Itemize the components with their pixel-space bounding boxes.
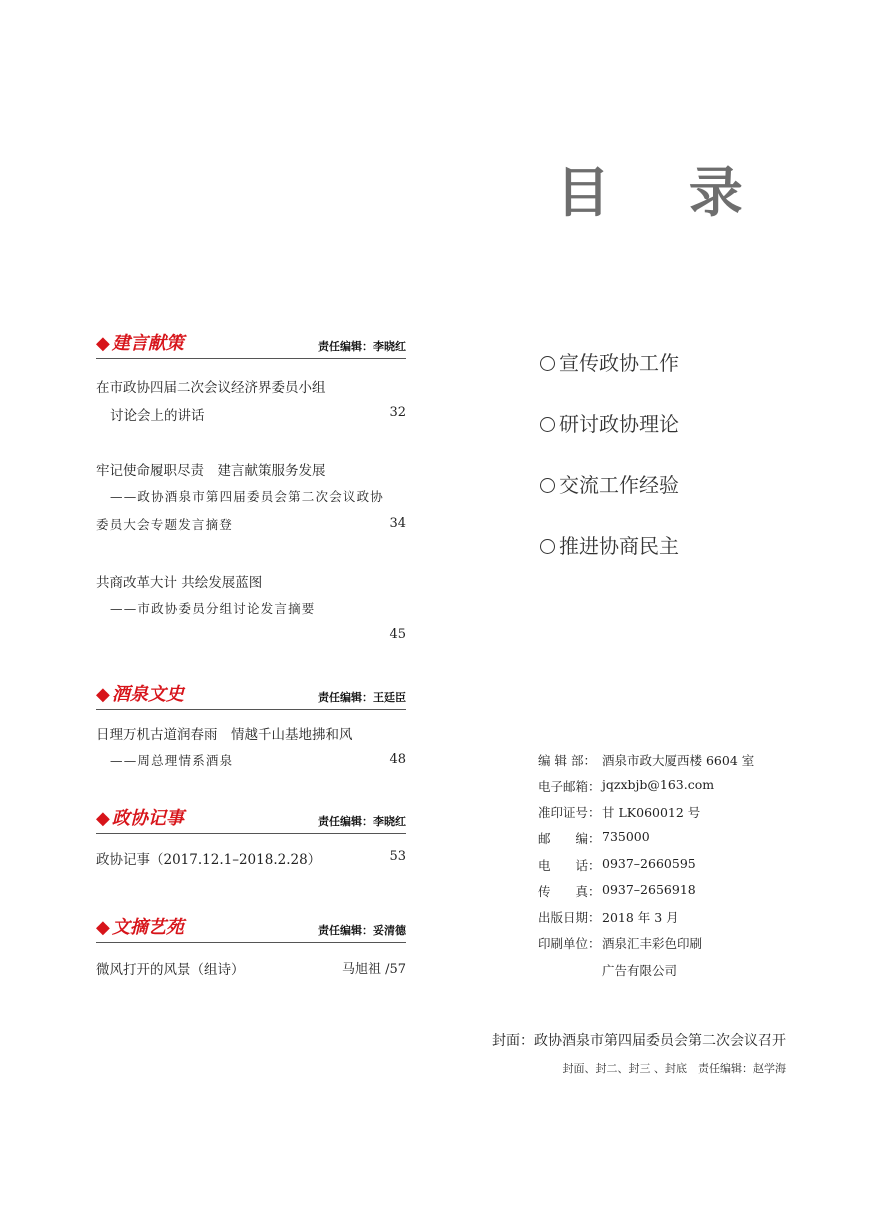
toc-entry-page[interactable]: 45	[389, 627, 406, 642]
section-editor: 责任编辑：李晓红	[318, 340, 406, 353]
section-editor: 责任编辑：妥清德	[318, 924, 406, 937]
section-header-jianyan	[96, 332, 406, 359]
toc-entry-subtitle[interactable]: ——政协酒泉市第四届委员会第二次会议政协	[110, 489, 385, 504]
diamond-icon: ◆	[96, 917, 110, 938]
section-header-wenshi	[96, 683, 406, 710]
section-editor: 责任编辑：王廷臣	[318, 691, 406, 704]
info-label: 印刷单位：	[538, 936, 601, 951]
toc-entry-title[interactable]: 政协记事（2017.12.1–2018.2.28）	[96, 852, 322, 868]
circle-icon	[540, 539, 555, 554]
toc-entry-title[interactable]: 微风打开的风景（组诗）	[96, 962, 245, 978]
info-label: 传 真：	[538, 884, 601, 899]
section-name: 政协记事	[111, 808, 184, 829]
info-label: 电 话：	[538, 858, 601, 873]
info-value: 2018 年 3 月	[602, 910, 679, 925]
cover-credits: 封面、封二、封三 、封底 责任编辑：赵学海	[562, 1062, 786, 1075]
slogan: 宣传政协工作	[540, 347, 679, 376]
cover-caption: 封面：政协酒泉市第四届委员会第二次会议召开	[492, 1033, 786, 1049]
circle-icon	[540, 478, 555, 493]
info-value: 广告有限公司	[602, 963, 678, 978]
info-value: 735000	[602, 829, 650, 844]
info-value: 0937–2656918	[602, 882, 696, 897]
section-name: 建言献策	[111, 333, 184, 354]
slogan: 研讨政协理论	[540, 408, 679, 437]
diamond-icon: ◆	[96, 808, 110, 829]
slogan: 推进协商民主	[540, 530, 679, 559]
section-header-jishi	[96, 807, 406, 834]
info-value: 0937–2660595	[602, 856, 696, 871]
section-name: 酒泉文史	[111, 684, 184, 705]
toc-entry-page[interactable]: 32	[389, 405, 406, 420]
info-value: 酒泉汇丰彩色印刷	[602, 936, 703, 951]
toc-entry-title[interactable]: 讨论会上的讲话	[110, 408, 205, 424]
toc-entry-title[interactable]: 共商改革大计 共绘发展蓝图	[96, 575, 263, 591]
toc-entry-page[interactable]: 53	[389, 849, 406, 864]
page-title: 目 录	[556, 161, 773, 224]
diamond-icon: ◆	[96, 684, 110, 705]
section-header-yiyuan	[96, 916, 406, 943]
slogan: 交流工作经验	[540, 469, 679, 498]
toc-entry-title[interactable]: 牢记使命履职尽责 建言献策服务发展	[96, 463, 326, 479]
toc-entry-title[interactable]: 日理万机古道润春雨 情越千山基地拂和风	[96, 727, 353, 743]
toc-entry-subtitle[interactable]: ——市政协委员分组讨论发言摘要	[110, 601, 316, 616]
toc-entry-page[interactable]: 48	[389, 752, 406, 767]
section-editor: 责任编辑：李晓红	[318, 815, 406, 828]
info-label: 编 辑 部：	[538, 753, 596, 768]
info-label: 邮 编：	[538, 831, 601, 846]
toc-entry-page[interactable]: 34	[389, 516, 406, 531]
email-link[interactable]: jqzxbjb@163.com	[602, 777, 715, 792]
toc-entry-title[interactable]: 在市政协四届二次会议经济界委员小组	[96, 380, 326, 396]
toc-entry-page[interactable]: 马旭祖 /57	[341, 962, 406, 977]
info-label: 准印证号：	[538, 805, 601, 820]
circle-icon	[540, 356, 555, 371]
info-label: 电子邮箱：	[538, 779, 601, 794]
info-value: 酒泉市政大厦西楼 6604 室	[602, 753, 755, 768]
diamond-icon: ◆	[96, 333, 110, 354]
circle-icon	[540, 417, 555, 432]
section-name: 文摘艺苑	[111, 917, 184, 938]
toc-entry-subtitle[interactable]: ——周总理情系酒泉	[110, 753, 234, 768]
toc-entry-subtitle[interactable]: 委员大会专题发言摘登	[96, 517, 234, 532]
info-value: 甘 LK060012 号	[602, 805, 701, 820]
info-label: 出版日期：	[538, 910, 601, 925]
